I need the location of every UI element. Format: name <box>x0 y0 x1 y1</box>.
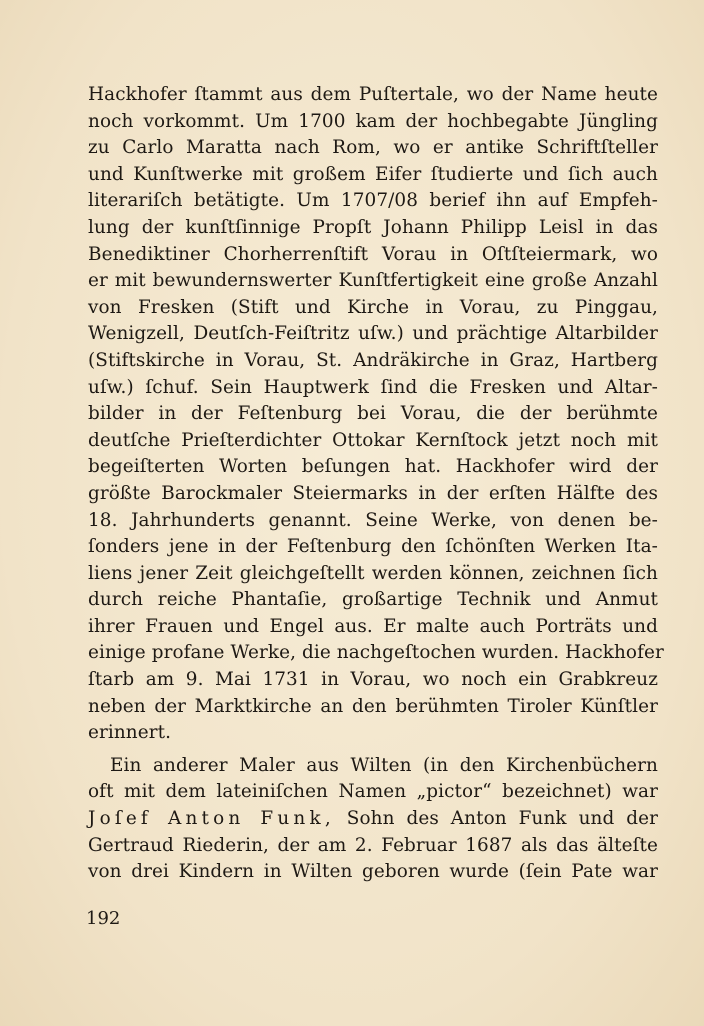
text-line: oft mit dem lateiniſchen Namen „pictor“ bezeichnet) war <box>88 781 658 803</box>
text-line: durch reiche Phantaſie, großartige Technik und Anmut <box>88 589 658 611</box>
text-line: Hackhofer ſtammt aus dem Puſtertale, wo der Name heute <box>88 84 658 105</box>
text-line: Ein anderer Maler aus Wilten (in den Kirchenbüchern <box>110 754 658 776</box>
text-line: zu Carlo Maratta nach Rom, wo er antike Schriftſteller <box>88 137 658 159</box>
text-line: er mit bewundernswerter Kunſtfertigkeit eine große Anzahl <box>88 270 658 292</box>
text-line: ihrer Frauen und Engel aus. Er malte auch Porträts und <box>88 615 658 637</box>
text-line: erinnert. <box>88 722 172 744</box>
text-line: von Fresken (Stift und Kirche in Vorau, zu Pinggau, <box>88 296 658 318</box>
text-line <box>88 806 658 833</box>
text-line: neben der Marktkirche an den berühmten Tiroler Künſtler <box>88 695 658 717</box>
text-line: größte Barockmaler Steiermarks in der erſten Hälfte des <box>88 482 658 504</box>
text-line: deutſche Prieſterdichter Ottokar Kernſtock jetzt noch mit <box>88 429 658 451</box>
text-line: und Kunſtwerke mit großem Eifer ſtudierte und ſich auch <box>88 163 658 185</box>
text-line: literariſch betätigte. Um 1707/08 berief ihn auf Empfeh- <box>88 190 658 212</box>
text-line: begeiſterten Worten beſungen hat. Hackhofer wird der <box>88 456 658 478</box>
text-line: 18. Jahrhunderts genannt. Seine Werke, von denen be- <box>88 509 658 531</box>
text-line: Benediktiner Chorherrenſtift Vorau in Oſtſteiermark, wo <box>88 243 658 265</box>
paragraph <box>88 753 658 886</box>
text-line: noch vorkommt. Um 1700 kam der hochbegabte Jüngling <box>88 110 658 132</box>
text-line: Gertraud Riederin, der am 2. Februar 1687 als das älteſte <box>88 834 658 856</box>
paragraph <box>88 82 664 747</box>
text-line: einige profane Werke, die nachgeſtochen wurden. Hackhofer <box>88 642 664 664</box>
text-line: Wenigzell, Deutſch-Feiſtritz uſw.) und prächtige Altarbilder <box>88 323 658 345</box>
text-line: ſonders jene in der Feſtenburg den ſchönſten Werken Ita- <box>88 536 658 558</box>
text-segment: Sohn des Anton Funk und der <box>334 808 659 830</box>
text-line: liens jener Zeit gleichgeſtellt werden können, zeichnen ſich <box>88 562 658 584</box>
text-line: bilder in der Feſtenburg bei Vorau, die der berühmte <box>88 403 658 425</box>
text-line: ſtarb am 9. Mai 1731 in Vorau, wo noch ein Grabkreuz <box>88 669 658 691</box>
spaced-name: Joſef Anton Funk, <box>88 808 335 830</box>
page-number: 192 <box>86 908 121 929</box>
text-line: uſw.) ſchuf. Sein Hauptwerk ſind die Fresken und Altar- <box>88 376 658 398</box>
text-line: lung der kunſtſinnige Propſt Johann Philipp Leisl in das <box>88 216 658 238</box>
text-line: von drei Kindern in Wilten geboren wurde (ſein Pate war <box>88 861 658 883</box>
body-text <box>88 82 664 886</box>
text-line: (Stiftskirche in Vorau, St. Andräkirche in Graz, Hartberg <box>88 349 658 371</box>
